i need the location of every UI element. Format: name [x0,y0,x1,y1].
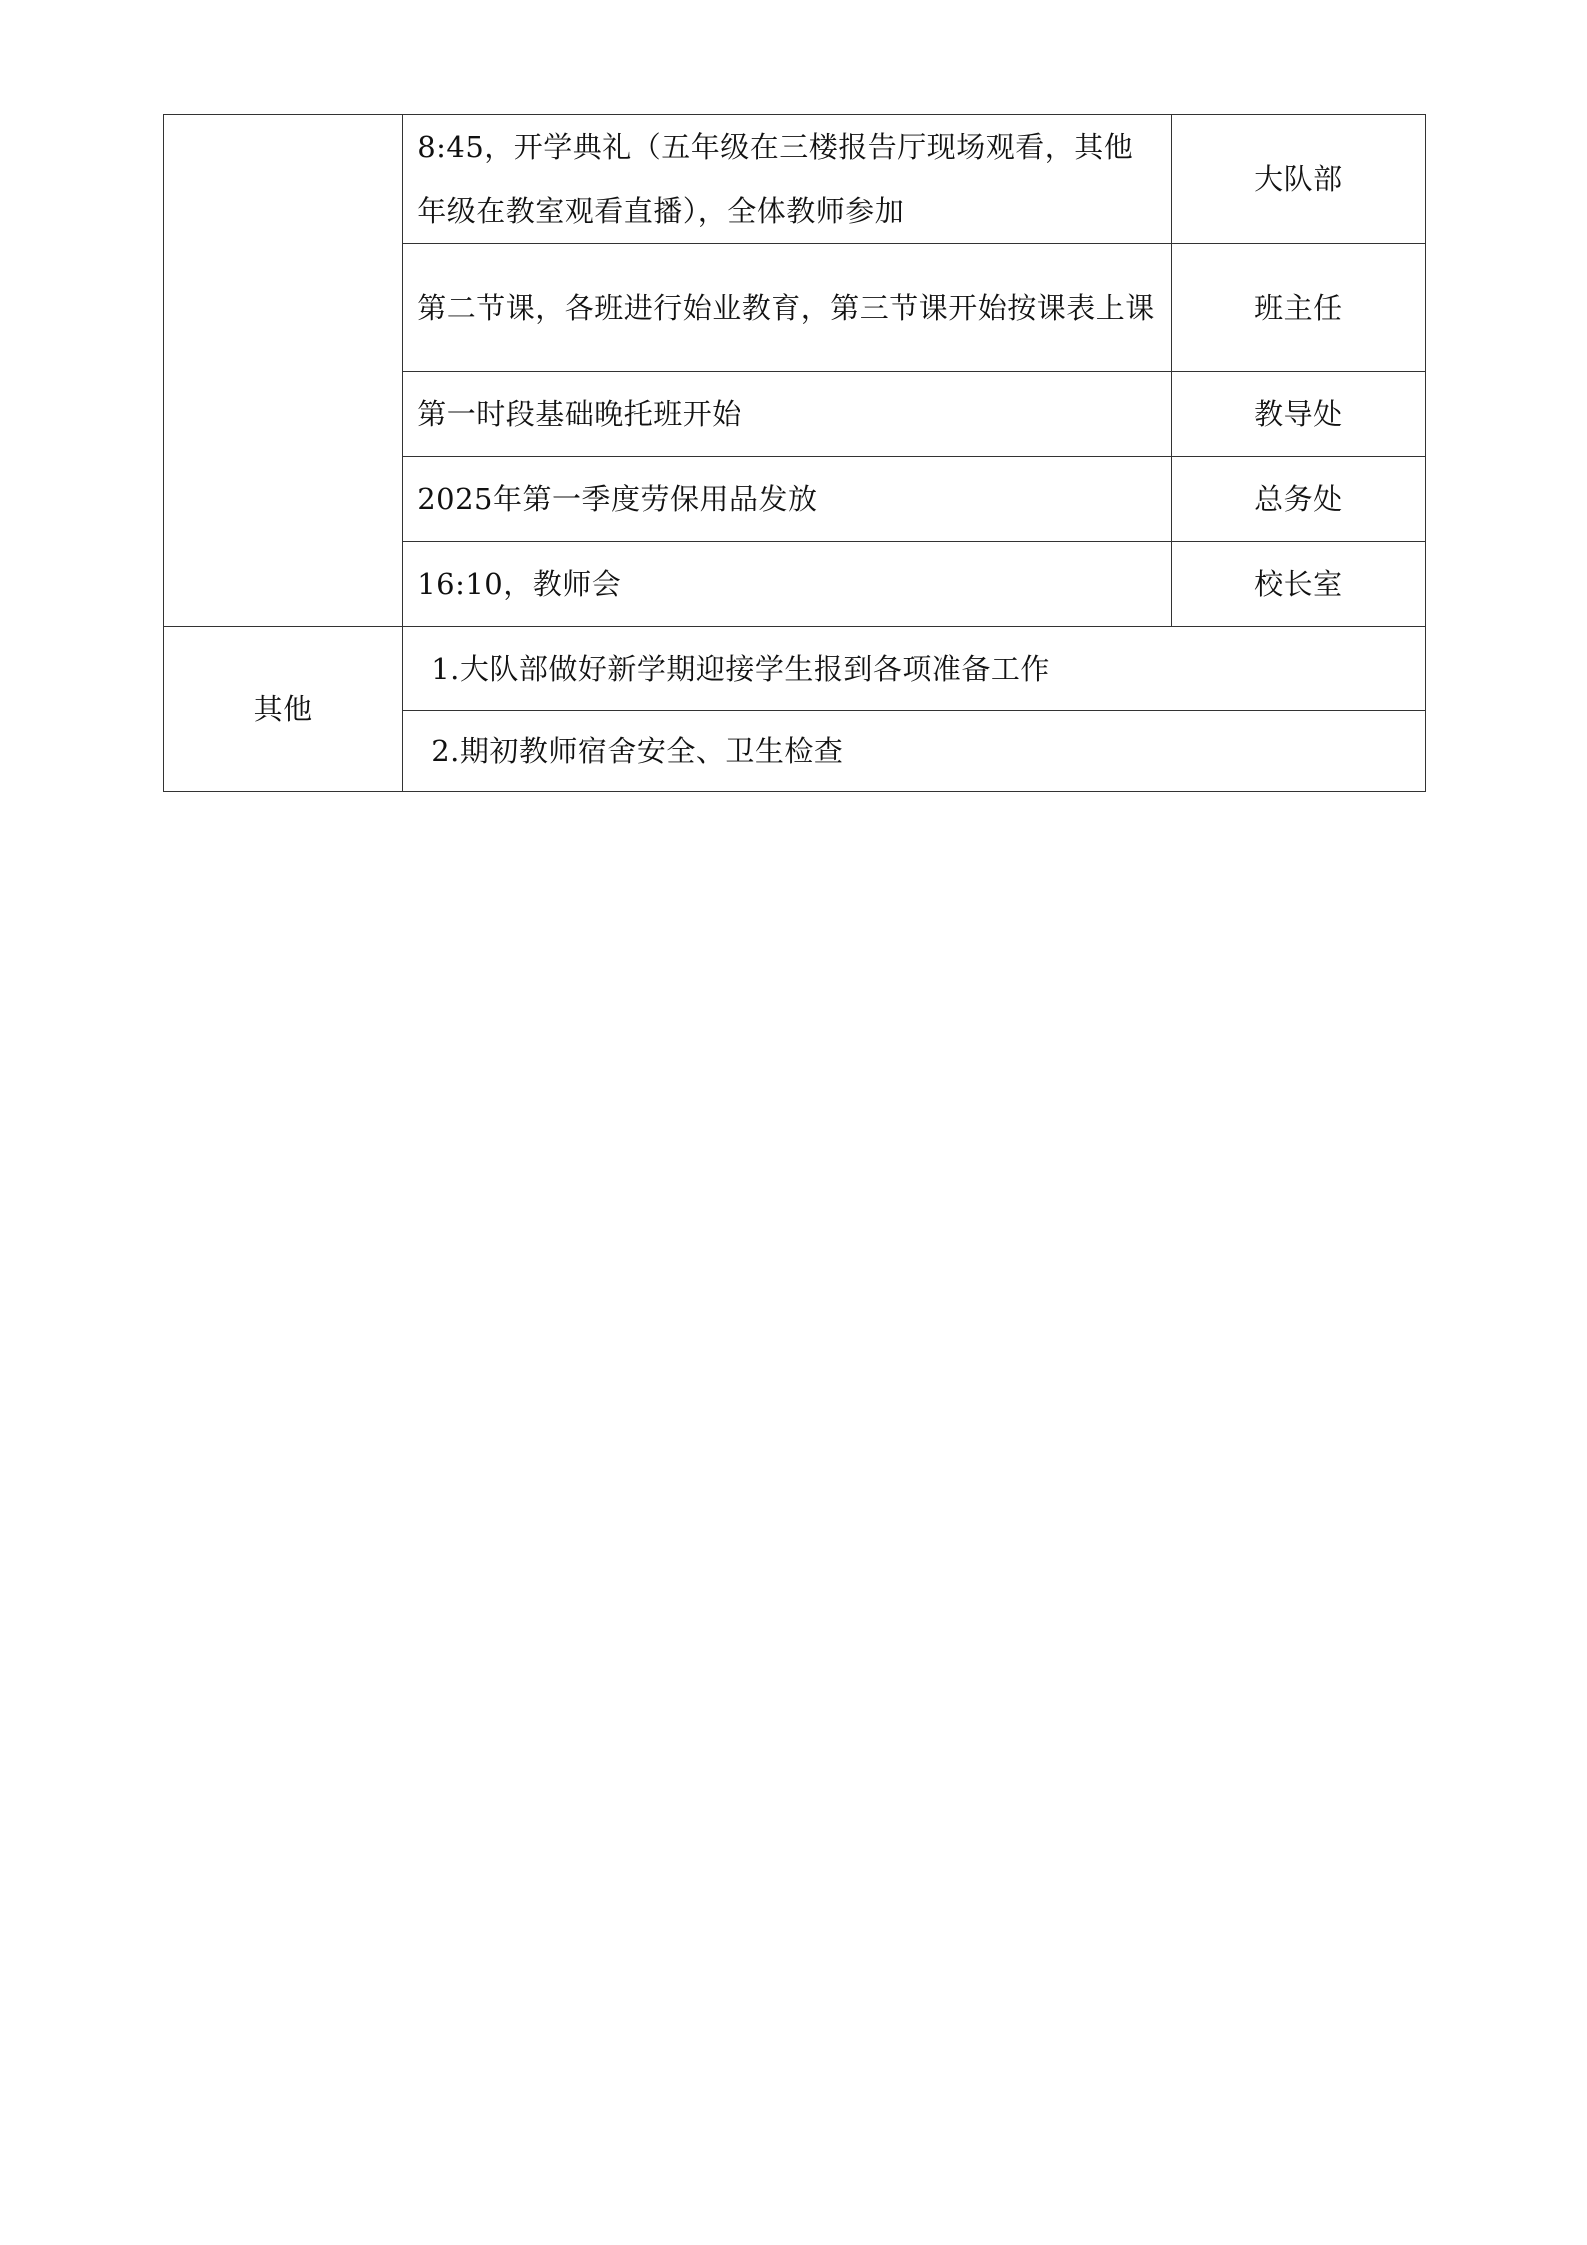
task-cell [403,244,1172,372]
other-item-cell: 1.大队部做好新学期迎接学生报到各项准备工作 [403,627,1426,711]
other-item-cell: 2.期初教师宿舍安全、卫生检查 [403,711,1426,792]
dept-cell: 校长室 [1171,542,1425,627]
task-cell: 第一时段基础晚托班开始 [403,372,1172,457]
dept-cell: 总务处 [1171,457,1425,542]
table-row [164,627,1426,711]
task-text: 第二节课，各班进行始业教育，第三节课开始按课表上课 [417,290,1155,325]
task-cell [403,115,1172,244]
task-cell: 16:10，教师会 [403,542,1172,627]
dept-cell: 大队部 [1171,115,1425,244]
dept-cell: 教导处 [1171,372,1425,457]
dept-cell: 班主任 [1171,244,1425,372]
date-cell-empty [164,115,403,627]
task-text: 8:45，开学典礼（五年级在三楼报告厅现场观看，其他年级在教室观看直播），全体教师参加 [417,130,1134,228]
table-row [164,115,1426,244]
other-category-cell: 其他 [164,627,403,792]
schedule-table [163,114,1426,792]
task-cell: 2025年第一季度劳保用品发放 [403,457,1172,542]
